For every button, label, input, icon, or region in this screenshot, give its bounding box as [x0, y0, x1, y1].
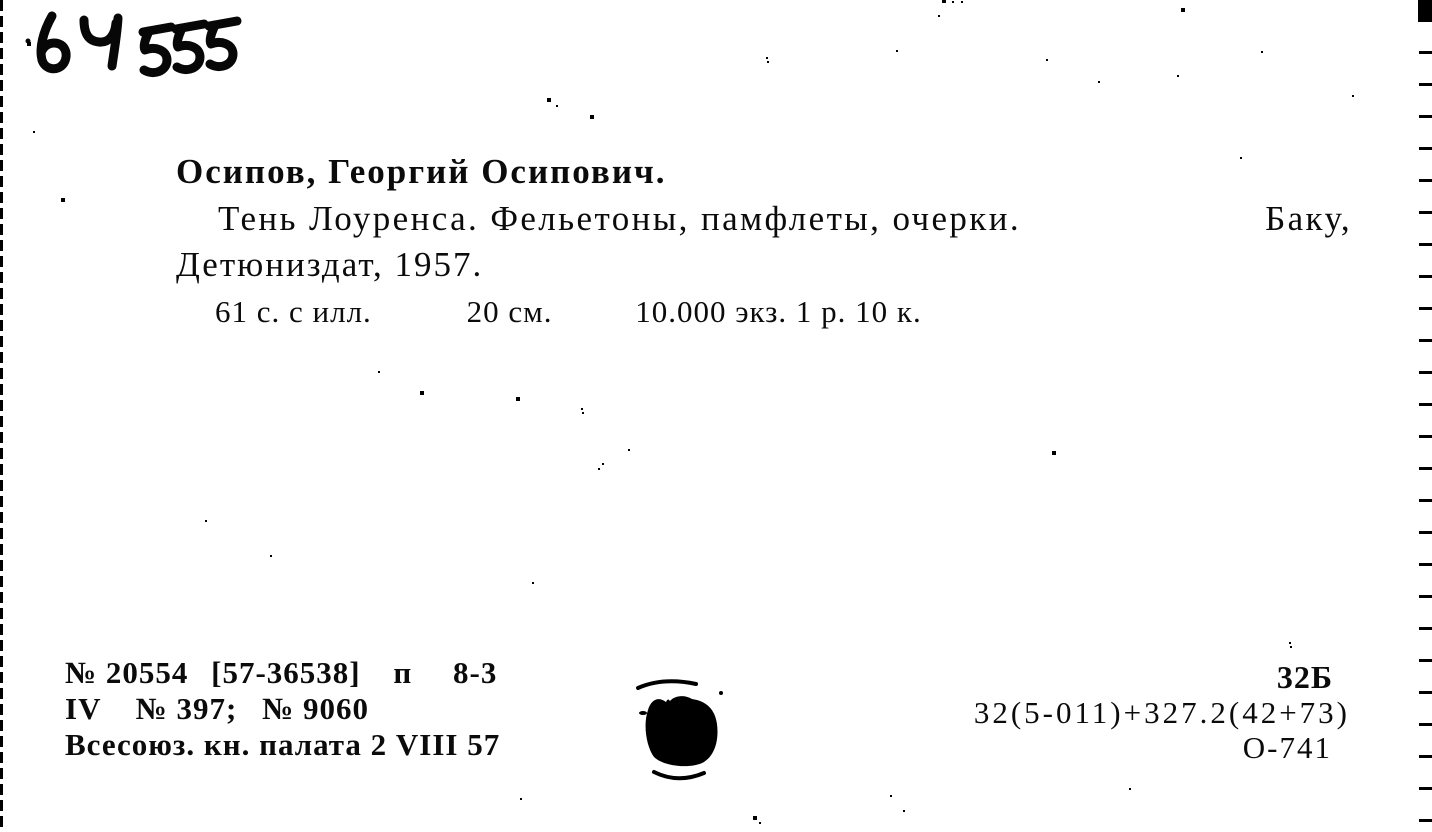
- registration-block: [65, 655, 500, 763]
- title-line: [218, 199, 1352, 239]
- handwriting-strokes: [22, 8, 252, 88]
- registration-line-1: [65, 655, 500, 691]
- registration-line-2: [65, 691, 500, 727]
- author-mark: О-741: [1242, 730, 1332, 765]
- pages-info: 61 с. с илл.: [215, 294, 372, 329]
- print-run-price: 10.000 экз. 1 р. 10 к.: [635, 294, 922, 329]
- handwritten-accession-number: [22, 8, 252, 88]
- ink-blot: [608, 672, 778, 787]
- perforation-edge: [1419, 22, 1432, 832]
- collation-line: [215, 294, 922, 330]
- handwritten-accession-number-value: [252, 8, 253, 9]
- publisher-year-line: Детюниздат, 1957.: [176, 245, 484, 284]
- roman-numeral: IV: [65, 691, 101, 726]
- secondary-number: № 397;: [135, 691, 238, 726]
- udc-index: 32(5-011)+327.2(42+73): [973, 695, 1350, 730]
- format-size: 20 см.: [466, 294, 553, 329]
- series-letter: п: [393, 655, 413, 690]
- classification-block: [974, 660, 1350, 765]
- class-code: 32Б: [1276, 659, 1333, 695]
- series-code: 8-3: [453, 655, 498, 690]
- publication-place: Баку,: [1265, 199, 1352, 238]
- noise-speckles: [0, 0, 2, 2]
- book-chamber-line: Всесоюз. кн. палата 2 VIII 57: [65, 727, 501, 762]
- author-heading: Осипов, Георгий Осипович.: [176, 152, 667, 191]
- tertiary-number: № 9060: [262, 691, 370, 726]
- title-text: Тень Лоуренса. Фельетоны, памфлеты, очерки.: [218, 199, 1021, 238]
- perforation-edge-top-block: [1418, 0, 1432, 22]
- scan-edge-line: [0, 0, 3, 832]
- registration-number: № 20554: [65, 655, 189, 690]
- bracket-number: [57-36538]: [211, 655, 361, 690]
